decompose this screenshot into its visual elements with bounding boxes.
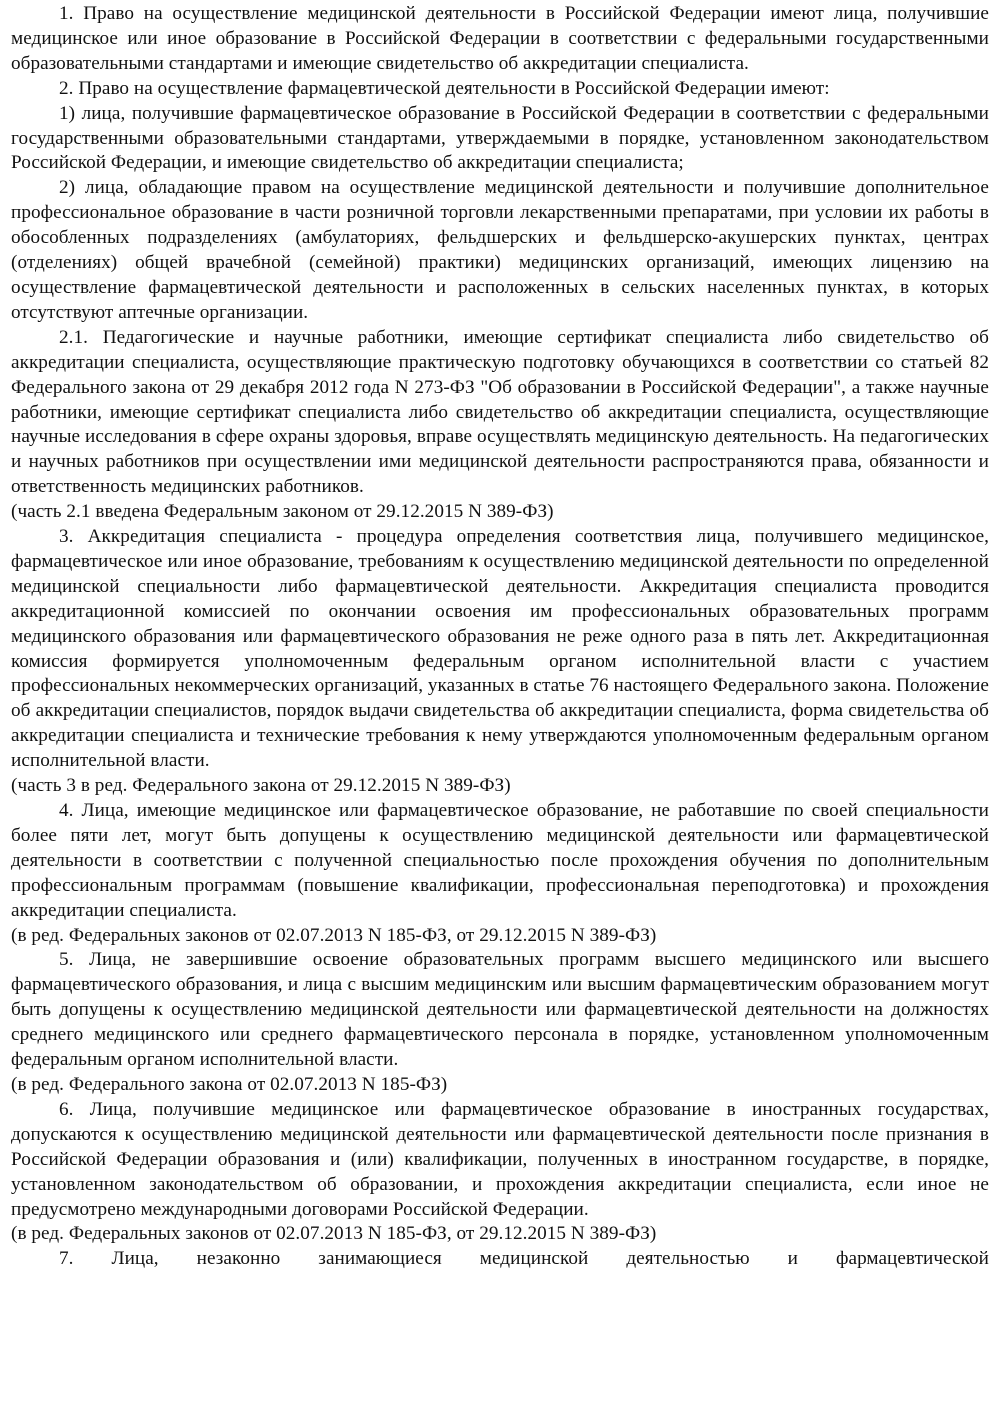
document-body (11, 2, 989, 1272)
paragraph-5: 5. Лица, не завершившие освоение образовательных программ высшего медицинского или высшего фармацевтического образования, и лица с высшим медицинским или высшим фармацевтическим образованием могут быть допущены к осуществлению медицинской деятельности или фармацевтической деятельности на должностях среднего медицинского или среднего фармацевтического персонала в порядке, установленном уполномоченным федеральным органом исполнительной власти. (11, 949, 989, 1071)
amendment-note: (часть 3 в ред. Федерального закона от 29.12.2015 N 389-ФЗ) (11, 775, 511, 797)
paragraph-6: 6. Лица, получившие медицинское или фармацевтическое образование в иностранных государствах, допускаются к осуществлению медицинской деятельности или фармацевтической деятельности после признания в Российской Федерации образования и (или) квалификации, полученных в иностранном государстве, в порядке, установленном законодательством об образовании, и прохождения аккредитации специалиста, если иное не предусмотрено международными договорами Российской Федерации. (11, 1098, 989, 1220)
amendment-note: (в ред. Федеральных законов от 02.07.2013 N 185-ФЗ, от 29.12.2015 N 389-ФЗ) (11, 1223, 657, 1245)
paragraph-3: 3. Аккредитация специалиста - процедура определения соответствия лица, получившего медицинское, фармацевтическое или иное образование, требованиям к осуществлению медицинской деятельности по определенной медицинской специальности либо фармацевтической деятельности. Аккредитация специалиста проводится аккредитационной комиссией по окончании освоения им профессиональных образовательных программ медицинского образования или фармацевтического образования не реже одного раза в пять лет. Аккредитационная комиссия формируется уполномоченным федеральным органом исполнительной власти с участием профессиональных некоммерческих организаций, указанных в статье 76 настоящего Федерального закона. Положение об аккредитации специалистов, порядок выдачи свидетельства об аккредитации специалиста, форма свидетельства об аккредитации специалиста и технические требования к нему утверждаются уполномоченным федеральным органом исполнительной власти. (11, 526, 989, 772)
amendment-note: (часть 2.1 введена Федеральным законом от 29.12.2015 N 389-ФЗ) (11, 501, 554, 523)
paragraph-7: 7. Лица, незаконно занимающиеся медицинской деятельностью и фармацевтической (59, 1248, 989, 1270)
paragraph-2-item-1: 1) лица, получившие фармацевтическое образование в Российской Федерации в соответствии с федеральными государственными образовательными стандартами, утверждаемыми в порядке, установленном законодательством Российской Федерации, и имеющие свидетельство об аккредитации специалиста; (11, 102, 989, 174)
paragraph-2-1: 2.1. Педагогические и научные работники, имеющие сертификат специалиста либо свидетельство об аккредитации специалиста, осуществляющие практическую подготовку обучающихся в соответствии со статьей 82 Федерального закона от 29 декабря 2012 года N 273-ФЗ "Об образовании в Российской Федерации", а также научные работники, имеющие сертификат специалиста либо свидетельство об аккредитации специалиста, осуществляющие научные исследования в сфере охраны здоровья, вправе осуществлять медицинскую деятельность. На педагогических и научных работников при осуществлении ими медицинской деятельности распространяются права, обязанности и ответственность медицинских работников. (11, 326, 989, 498)
paragraph-2-item-2: 2) лица, обладающие правом на осуществление медицинской деятельности и получившие дополнительное профессиональное образование в части розничной торговли лекарственными препаратами, при условии их работы в обособленных подразделениях (амбулаториях, фельдшерских и фельдшерско-акушерских пунктах, центрах (отделениях) общей врачебной (семейной) практики) медицинских организаций, имеющих лицензию на осуществление фармацевтической деятельности и расположенных в сельских населенных пунктах, в которых отсутствуют аптечные организации. (11, 177, 989, 323)
amendment-note: (в ред. Федеральных законов от 02.07.2013 N 185-ФЗ, от 29.12.2015 N 389-ФЗ) (11, 924, 657, 946)
paragraph-2: 2. Право на осуществление фармацевтической деятельности в Российской Федерации имеют: (59, 77, 830, 99)
paragraph-1: 1. Право на осуществление медицинской деятельности в Российской Федерации имеют лица, получившие медицинское или иное образование в Российской Федерации в соответствии с федеральными государственными образовательными стандартами и имеющие свидетельство об аккредитации специалиста. (11, 3, 989, 74)
amendment-note: (в ред. Федерального закона от 02.07.2013 N 185-ФЗ) (11, 1073, 448, 1095)
paragraph-4: 4. Лица, имеющие медицинское или фармацевтическое образование, не работавшие по своей специальности более пяти лет, могут быть допущены к осуществлению медицинской деятельности или фармацевтической деятельности в соответствии с полученной специальностью после прохождения обучения по дополнительным профессиональным программам (повышение квалификации, профессиональная переподготовка) и прохождения аккредитации специалиста. (11, 800, 989, 921)
